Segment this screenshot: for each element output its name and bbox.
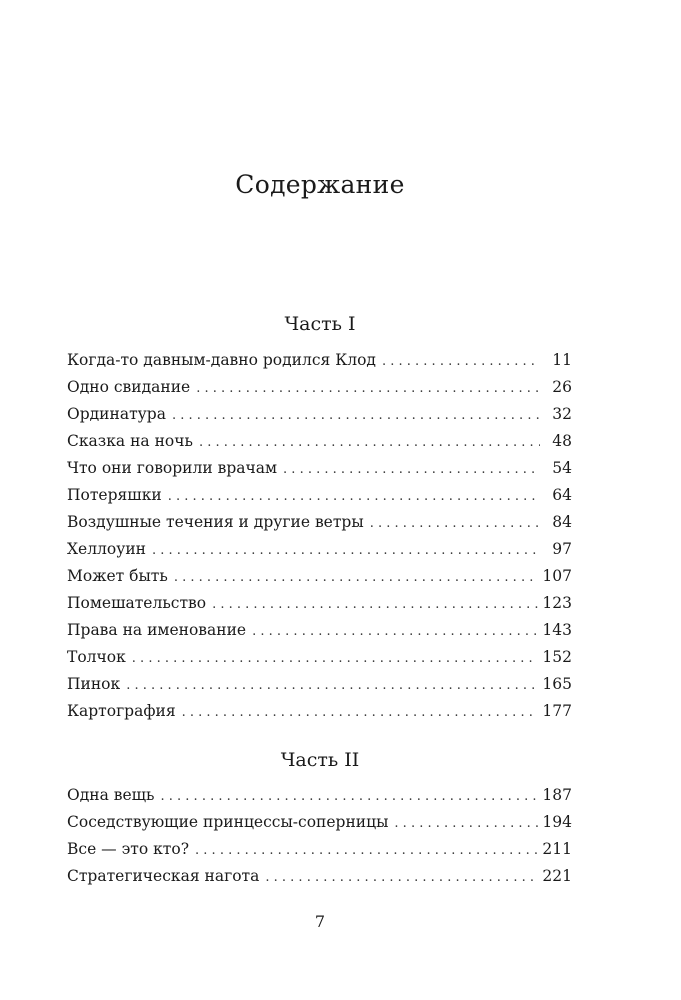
toc-leader-dots (161, 789, 539, 804)
toc-entry-page: 26 (552, 378, 572, 396)
toc-entry-title: Соседствующие принцессы-соперницы (67, 813, 389, 831)
toc-entry-page: 152 (542, 648, 572, 666)
toc-entry[interactable] (67, 786, 572, 813)
toc-leader-dots (172, 408, 540, 423)
toc-entry-page: 97 (552, 540, 572, 558)
toc-entry[interactable] (67, 702, 572, 729)
toc-entry-title: Пинок (67, 675, 121, 693)
toc-entry-title: Помешательство (67, 594, 207, 612)
toc-entry[interactable] (67, 486, 572, 513)
toc-entry[interactable] (67, 540, 572, 567)
toc-leader-dots (370, 516, 540, 531)
toc-leader-dots (152, 543, 540, 558)
page-title: Содержание (235, 170, 405, 199)
toc-entry[interactable] (67, 432, 572, 459)
toc-entry-title: Все — это кто? (67, 840, 190, 858)
toc-entry-title: Толчок (67, 648, 126, 666)
toc-leader-dots (283, 462, 540, 477)
toc-entry[interactable] (67, 594, 572, 621)
toc-entry-title: Одно свидание (67, 378, 191, 396)
toc-entry[interactable] (67, 867, 572, 894)
toc-entry[interactable] (67, 351, 572, 378)
toc-entry-page: 143 (542, 621, 572, 639)
toc-entry[interactable] (67, 648, 572, 675)
toc-leader-dots (382, 354, 540, 369)
toc-entry-page: 177 (542, 702, 572, 720)
toc-entry-page: 194 (542, 813, 572, 831)
toc-entry[interactable] (67, 405, 572, 432)
part-1-title: Часть I (284, 313, 356, 335)
toc-leader-dots (199, 435, 540, 450)
toc-entry-page: 221 (542, 867, 572, 885)
toc-entry-title: Права на именование (67, 621, 247, 639)
part-2-toc-list (67, 786, 572, 894)
toc-entry-title: Сказка на ночь (67, 432, 193, 450)
toc-entry-title: Воздушные течения и другие ветры (67, 513, 364, 531)
toc-entry-page: 64 (552, 486, 572, 504)
toc-leader-dots (126, 678, 538, 693)
toc-entry-title: Когда-то давным-давно родился Клод (67, 351, 376, 369)
toc-entry[interactable] (67, 840, 572, 867)
toc-entry-title: Ординатура (67, 405, 166, 423)
toc-leader-dots (168, 489, 540, 504)
toc-entry-page: 107 (542, 567, 572, 585)
toc-entry-page: 84 (552, 513, 572, 531)
toc-entry-page: 187 (542, 786, 572, 804)
toc-entry[interactable] (67, 621, 572, 648)
toc-leader-dots (252, 624, 538, 639)
toc-entry-title: Хеллоуин (67, 540, 147, 558)
toc-entry-page: 32 (552, 405, 572, 423)
toc-entry-title: Что они говорили врачам (67, 459, 278, 477)
toc-leader-dots (394, 816, 538, 831)
toc-entry-title: Может быть (67, 567, 168, 585)
toc-leader-dots (212, 597, 538, 612)
toc-leader-dots (196, 381, 540, 396)
toc-entry[interactable] (67, 459, 572, 486)
toc-entry-page: 211 (542, 840, 572, 858)
toc-entry-title: Картография (67, 702, 176, 720)
toc-entry-title: Стратегическая нагота (67, 867, 260, 885)
toc-leader-dots (195, 843, 538, 858)
toc-leader-dots (132, 651, 539, 666)
part-2-title: Часть II (280, 749, 360, 771)
toc-entry-title: Потеряшки (67, 486, 162, 504)
toc-entry-page: 165 (542, 675, 572, 693)
toc-entry[interactable] (67, 567, 572, 594)
toc-entry[interactable] (67, 813, 572, 840)
toc-entry[interactable] (67, 675, 572, 702)
page-number: 7 (314, 912, 326, 931)
toc-entry-page: 11 (552, 351, 572, 369)
toc-entry-page: 123 (542, 594, 572, 612)
toc-leader-dots (182, 705, 539, 720)
toc-entry[interactable] (67, 378, 572, 405)
toc-entry-page: 54 (552, 459, 572, 477)
toc-entry[interactable] (67, 513, 572, 540)
toc-leader-dots (174, 570, 539, 585)
toc-entry-page: 48 (552, 432, 572, 450)
part-1-toc-list (67, 351, 572, 729)
toc-leader-dots (265, 870, 538, 885)
toc-entry-title: Одна вещь (67, 786, 155, 804)
